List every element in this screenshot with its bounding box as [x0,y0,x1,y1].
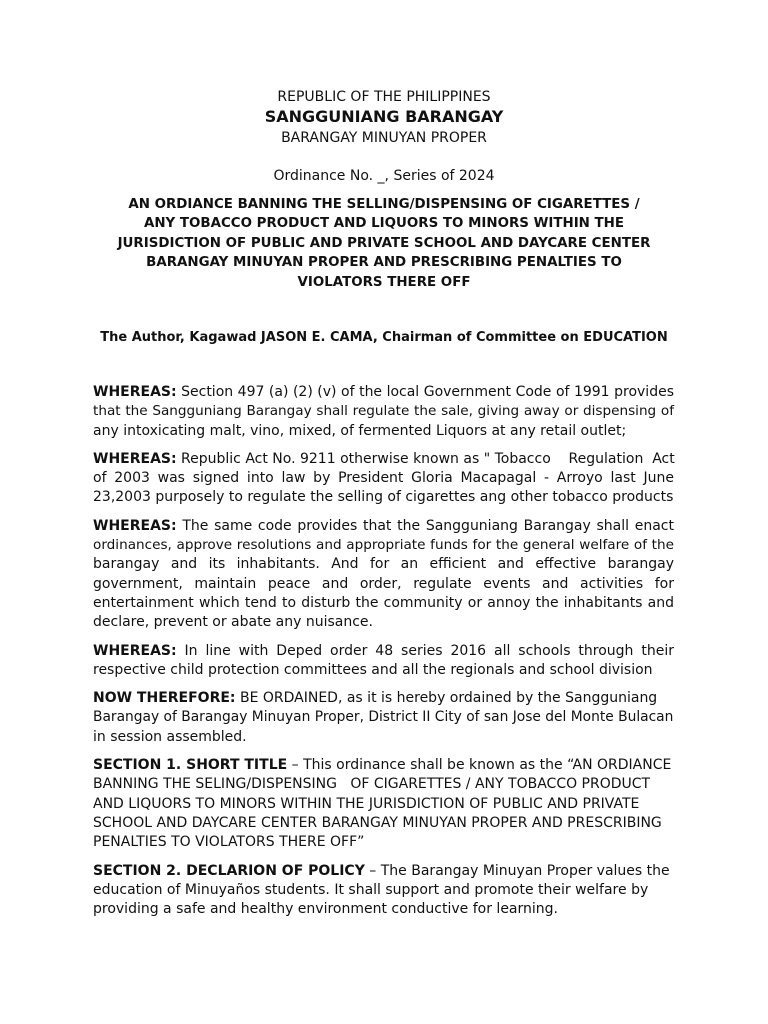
section-text: – This ordinance shall be known as the “AN ORDIANCE [287,757,672,774]
paragraph-text: Barangay of Barangay Minuyan Proper, District II City of san Jose del Monte Bulacan [93,709,674,726]
paragraph-label: WHEREAS: [93,450,177,467]
now-therefore-paragraph [93,689,674,747]
ordinance-number: Ordinance No. _, Series of 2024 [273,168,495,184]
ordinance-title-line: AN ORDIANCE BANNING THE SELLING/DISPENSING OF CIGARETTES / [128,197,640,212]
paragraph-text: respective child protection committees and all the regionals and school division [93,661,653,678]
section-text: education of Minuyaños students. It shall support and promote their welfare by [93,881,649,898]
paragraph-text: government, maintain peace and order, regulate events and activities for [93,575,674,592]
ordinance-title-line: BARANGAY MINUYAN PROPER AND PRESCRIBING PENALTIES TO [146,255,622,271]
section-text: – The Barangay Minuyan Proper values the [364,862,670,879]
section-text: providing a safe and healthy environment conductive for learning. [93,901,558,918]
paragraph-text: 23,2003 purposely to regulate the selling of cigarettes ang other tobacco products [93,489,674,506]
section-text: SCHOOL AND DAYCARE CENTER BARANGAY MINUYAN PROPER AND PRESCRIBING [93,814,662,831]
paragraph-text: of 2003 was signed into law by President Gloria Macapagal - Arroyo last June [93,470,674,487]
paragraph-label: WHEREAS: [93,384,177,400]
whereas-paragraph [93,383,674,441]
paragraph-text: any intoxicating malt, vino, mixed, of fermented Liquors at any retail outlet; [93,422,627,439]
paragraph-text: entertainment which tend to disturb the community or annoy the inhabitants and [93,594,674,611]
section-label: SECTION 2. DECLARION OF POLICY [93,862,365,879]
council-heading: SANGGUNIANG BARANGAY [264,107,504,126]
ordinance-title-line: JURISDICTION OF PUBLIC AND PRIVATE SCHOOL AND DAYCARE CENTER [117,235,651,251]
ordinance-title-line: VIOLATORS THERE OFF [297,274,471,290]
paragraph-label: WHEREAS: [93,517,177,534]
paragraph-label: WHEREAS: [93,642,177,659]
whereas-paragraph [93,517,674,633]
paragraph-text: Republic Act No. 9211 otherwise known as " Tobacco Regulation Act [176,450,675,467]
ordinance-title-line: ANY TOBACCO PRODUCT AND LIQUORS TO MINORS WITHIN THE [143,216,625,232]
paragraph-text: The same code provides that the Sangguniang Barangay shall enact [176,517,674,534]
whereas-paragraph [93,450,674,508]
whereas-paragraph [93,642,674,681]
paragraph-text: barangay and its inhabitants. And for an efficient and effective barangay [93,556,674,573]
paragraph-text: Section 497 (a) (2) (v) of the local Government Code of 1991 provides [176,384,674,400]
section-text: AND LIQUORS TO MINORS WITHIN THE JURISDICTION OF PUBLIC AND PRIVATE [93,795,640,812]
section-text: BANNING THE SELING/DISPENSING OF CIGARETTES / ANY TOBACCO PRODUCT [93,776,651,793]
section-label: SECTION 1. SHORT TITLE [93,757,288,774]
republic-heading: REPUBLIC OF THE PHILIPPINES [277,89,491,105]
document-body [93,383,674,928]
paragraph-text: In line with Deped order 48 series 2016 all schools through their [176,642,674,659]
paragraph-text: ordinances, approve resolutions and appropriate funds for the general welfare of the [93,537,674,554]
paragraph-label: NOW THEREFORE: [93,690,236,707]
paragraph-text: in session assembled. [93,728,247,745]
paragraph-text: declare, prevent or abate any nuisance. [93,614,373,631]
section-declaration-of-policy [93,862,674,920]
section-text: PENALTIES TO VIOLATORS THERE OFF” [93,834,365,851]
barangay-heading: BARANGAY MINUYAN PROPER [281,130,487,146]
author-line: The Author, Kagawad JASON E. CAMA, Chairman of Committee on EDUCATION [100,330,668,345]
ordinance-title [90,195,678,292]
paragraph-text: that the Sangguniang Barangay shall regulate the sale, giving away or dispensing of [93,403,674,420]
section-short-title [93,756,674,852]
paragraph-text: BE ORDAINED, as it is hereby ordained by the Sangguniang [235,690,658,707]
